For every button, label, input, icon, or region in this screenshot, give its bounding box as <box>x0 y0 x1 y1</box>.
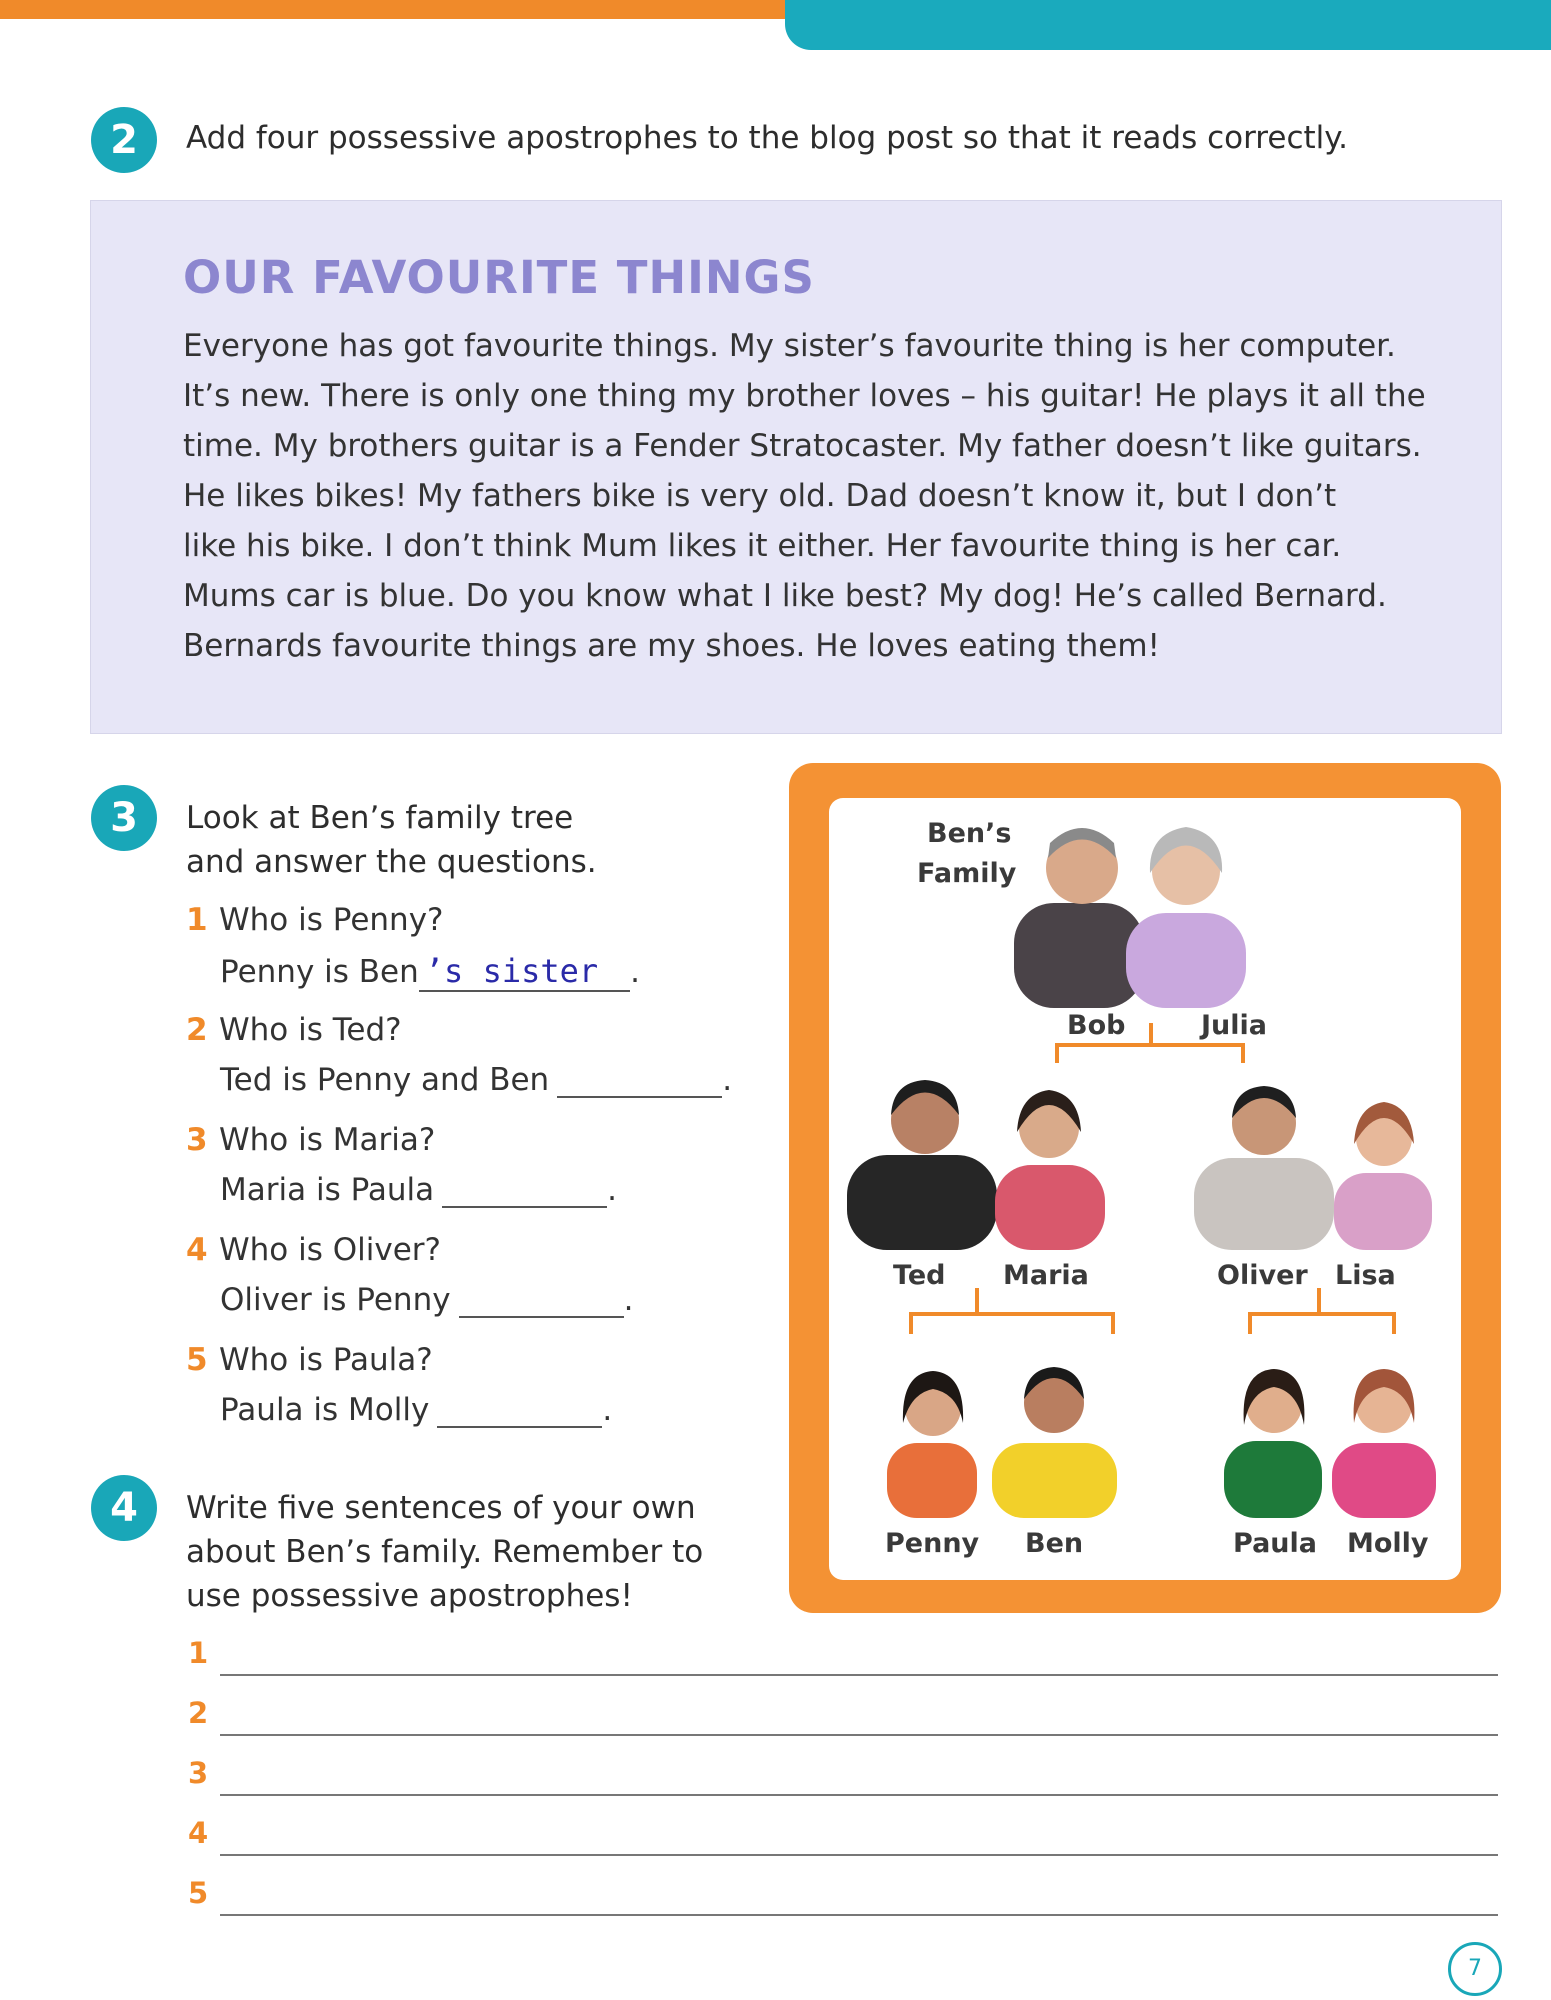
question-text: Who is Maria? <box>219 1122 436 1158</box>
answer-4-input[interactable] <box>459 1286 624 1318</box>
answer-prefix: Penny is Ben <box>220 954 419 990</box>
name-ben: Ben <box>1025 1528 1084 1559</box>
writing-line-number: 2 <box>188 1696 209 1730</box>
name-ted: Ted <box>893 1260 946 1291</box>
exercise-4-instruction-line3: use possessive apostrophes! <box>186 1578 633 1614</box>
name-lisa: Lisa <box>1335 1260 1396 1291</box>
answer-prefix: Ted is Penny and Ben <box>220 1062 550 1098</box>
writing-line-number: 3 <box>188 1756 209 1790</box>
connector <box>1149 1023 1153 1045</box>
blog-line: time. My brothers guitar is a Fender Stratocaster. My father doesn’t like guitars. <box>183 428 1422 464</box>
answer-2-input[interactable] <box>557 1066 722 1098</box>
answer-2 <box>220 1062 732 1098</box>
answer-prefix: Paula is Molly <box>220 1392 430 1428</box>
name-molly: Molly <box>1347 1528 1429 1559</box>
exercise-3-instruction-line2: and answer the questions. <box>186 844 597 880</box>
question-5 <box>186 1342 433 1378</box>
bob-julia-photo <box>1014 813 1254 1008</box>
connector <box>975 1288 979 1314</box>
question-number: 5 <box>186 1342 208 1378</box>
tree-title-line1: Ben’s <box>927 818 1012 849</box>
name-julia: Julia <box>1201 1010 1267 1041</box>
oliver-lisa-photo <box>1194 1078 1434 1250</box>
answer-1-input[interactable]: ’s sister <box>419 952 630 992</box>
writing-line-number: 1 <box>188 1636 209 1670</box>
question-text: Who is Paula? <box>219 1342 433 1378</box>
connector <box>1055 1043 1245 1047</box>
answer-end: . <box>602 1392 613 1428</box>
paula-molly-photo <box>1224 1353 1444 1518</box>
top-teal-bar <box>785 0 1551 50</box>
connector <box>1055 1043 1059 1063</box>
blog-line: He likes bikes! My fathers bike is very old. Dad doesn’t know it, but I don’t <box>183 478 1337 514</box>
question-number: 1 <box>186 902 208 938</box>
question-text: Who is Ted? <box>219 1012 402 1048</box>
name-maria: Maria <box>1003 1260 1089 1291</box>
exercise-3-number: 3 <box>91 785 157 851</box>
question-3 <box>186 1122 435 1158</box>
exercise-2-instruction: Add four possessive apostrophes to the blog post so that it reads correctly. <box>186 120 1349 156</box>
answer-end: . <box>623 1282 634 1318</box>
exercise-4-number: 4 <box>91 1475 157 1541</box>
blog-text <box>183 321 1483 671</box>
writing-line-2[interactable] <box>220 1732 1498 1736</box>
ted-maria-photo <box>847 1070 1107 1250</box>
writing-line-1[interactable] <box>220 1672 1498 1676</box>
connector <box>1317 1288 1321 1314</box>
answer-5-input[interactable] <box>437 1396 602 1428</box>
blog-line: Mums car is blue. Do you know what I like best? My dog! He’s called Bernard. <box>183 578 1387 614</box>
exercise-2-number: 2 <box>91 107 157 173</box>
penny-ben-photo <box>887 1353 1127 1518</box>
family-tree-panel <box>829 798 1461 1580</box>
connector <box>1241 1043 1245 1063</box>
connector <box>909 1312 1115 1316</box>
connector <box>1111 1312 1115 1334</box>
question-1 <box>186 902 444 938</box>
name-oliver: Oliver <box>1217 1260 1308 1291</box>
blog-line: It’s new. There is only one thing my brother loves – his guitar! He plays it all the <box>183 378 1426 414</box>
connector <box>1392 1312 1396 1334</box>
blog-title: OUR FAVOURITE THINGS <box>183 251 815 304</box>
blog-line: like his bike. I don’t think Mum likes it either. Her favourite thing is her car. <box>183 528 1342 564</box>
tree-title-line2: Family <box>917 858 1017 889</box>
answer-4 <box>220 1282 633 1318</box>
answer-3 <box>220 1172 617 1208</box>
connector <box>909 1312 913 1334</box>
question-2 <box>186 1012 402 1048</box>
writing-line-number: 4 <box>188 1816 209 1850</box>
writing-line-4[interactable] <box>220 1852 1498 1856</box>
question-number: 4 <box>186 1232 208 1268</box>
answer-prefix: Maria is Paula <box>220 1172 435 1208</box>
answer-5 <box>220 1392 612 1428</box>
exercise-4-instruction-line1: Write five sentences of your own <box>186 1490 696 1526</box>
question-number: 2 <box>186 1012 208 1048</box>
family-tree-frame <box>789 763 1501 1613</box>
question-4 <box>186 1232 441 1268</box>
question-number: 3 <box>186 1122 208 1158</box>
answer-end: . <box>630 954 641 990</box>
connector <box>1248 1312 1396 1316</box>
writing-line-number: 5 <box>188 1876 209 1910</box>
blog-post-box <box>90 200 1502 734</box>
answer-3-input[interactable] <box>442 1176 607 1208</box>
exercise-3-instruction-line1: Look at Ben’s family tree <box>186 800 574 836</box>
name-penny: Penny <box>885 1528 980 1559</box>
answer-end: . <box>722 1062 733 1098</box>
blog-line: Bernards favourite things are my shoes. He loves eating them! <box>183 628 1160 664</box>
connector <box>1248 1312 1252 1334</box>
answer-prefix: Oliver is Penny <box>220 1282 451 1318</box>
name-paula: Paula <box>1233 1528 1317 1559</box>
exercise-4-instruction-line2: about Ben’s family. Remember to <box>186 1534 704 1570</box>
page-number: 7 <box>1448 1942 1502 1996</box>
writing-line-5[interactable] <box>220 1912 1498 1916</box>
question-text: Who is Penny? <box>219 902 444 938</box>
blog-line: Everyone has got favourite things. My sister’s favourite thing is her computer. <box>183 328 1396 364</box>
question-text: Who is Oliver? <box>219 1232 441 1268</box>
writing-line-3[interactable] <box>220 1792 1498 1796</box>
name-bob: Bob <box>1067 1010 1126 1041</box>
answer-1 <box>220 952 640 992</box>
answer-end: . <box>607 1172 617 1208</box>
